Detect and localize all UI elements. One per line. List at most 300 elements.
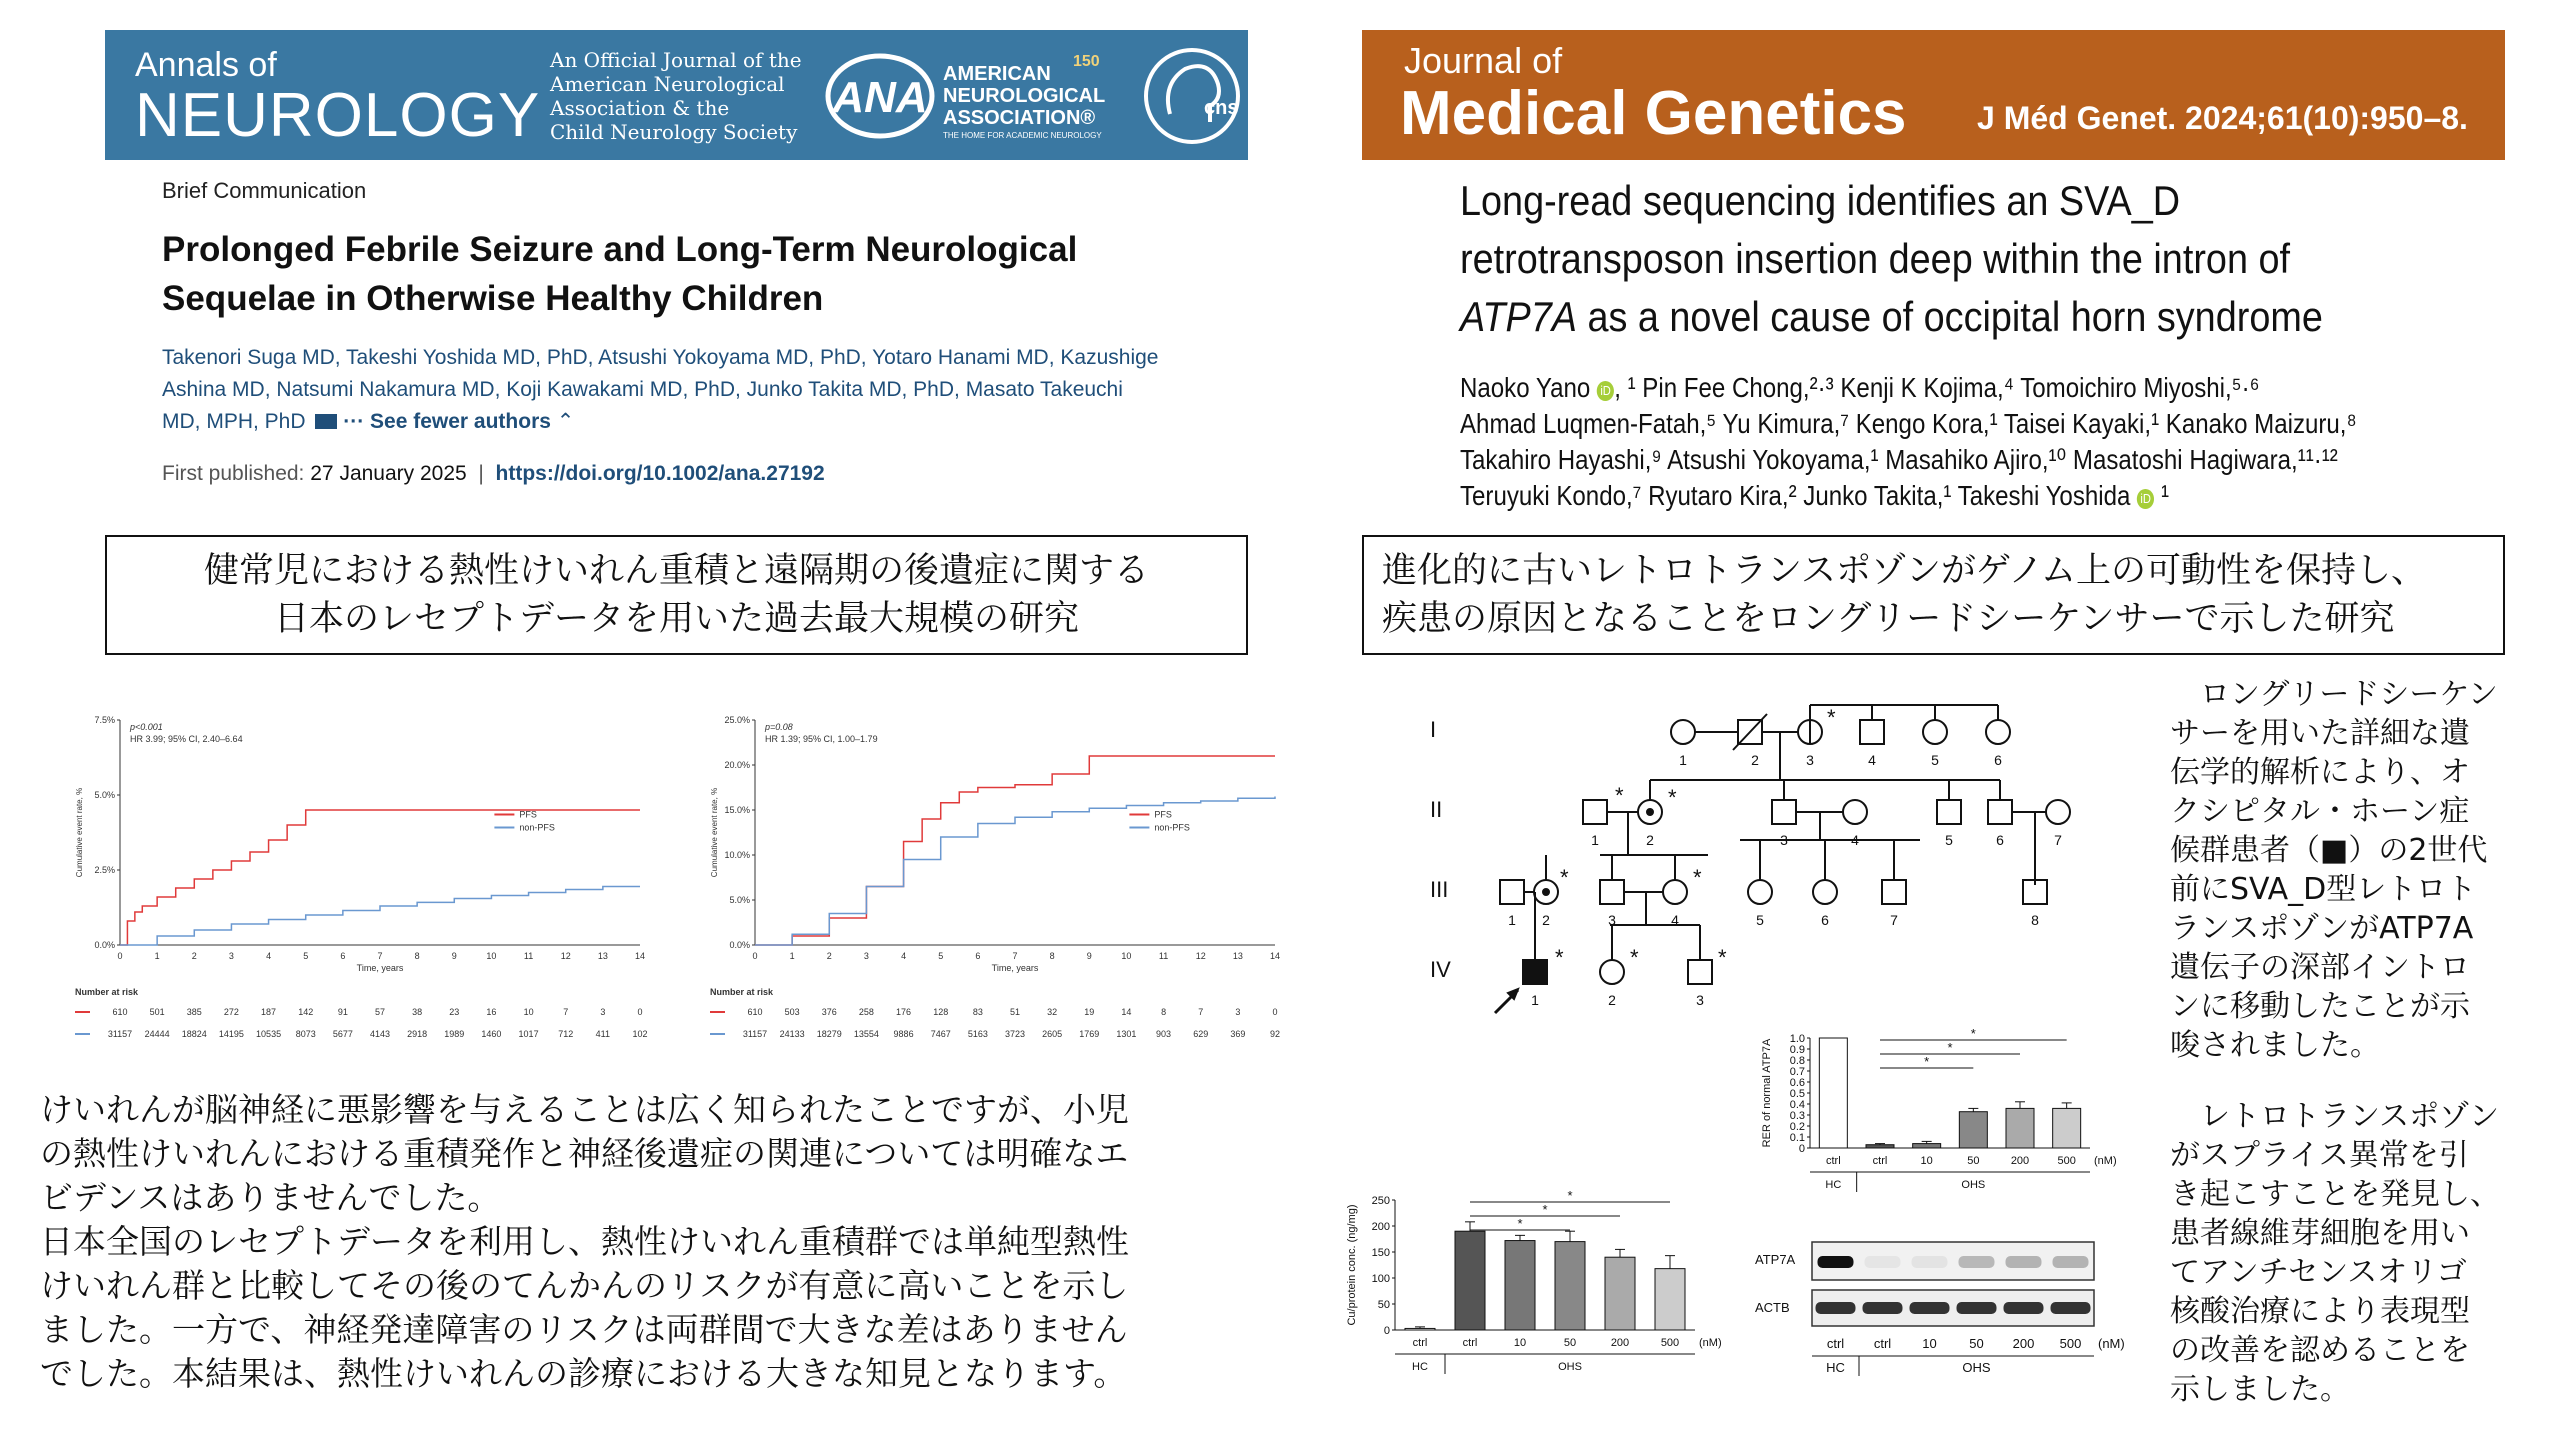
- risk-count: 8: [1161, 1007, 1167, 1017]
- significance-star: *: [1567, 1188, 1573, 1203]
- category-label: ctrl: [1826, 1336, 1845, 1351]
- risk-count: 51: [1009, 1007, 1021, 1017]
- pedigree-female: [1813, 880, 1837, 904]
- risk-count: 19: [1084, 1007, 1095, 1017]
- risk-count: 385: [186, 1007, 202, 1017]
- pedigree-star: *: [1827, 705, 1836, 730]
- risk-count: 629: [1193, 1029, 1209, 1039]
- km-series-line: [120, 887, 640, 946]
- side-paragraph-1: [2170, 675, 2522, 1065]
- x-tick-label: 8: [1049, 951, 1055, 961]
- risk-table-label: Number at risk: [75, 987, 139, 997]
- side-line: レトロトランスポゾン: [2200, 1099, 2500, 1134]
- generation-label: III: [1430, 877, 1449, 902]
- summary-line: 進化的に古いレトロトランスポゾンがゲノム上の可動性を保持し、: [1382, 551, 2427, 591]
- risk-count: 1301: [1116, 1029, 1137, 1039]
- pedigree-male: [1860, 720, 1884, 744]
- side-line: 核酸治療により表現型: [2170, 1294, 2470, 1329]
- y-tick-label: 0: [1383, 1325, 1390, 1337]
- x-tick-label: 7: [377, 951, 383, 961]
- legend-label: non-PFS: [519, 822, 555, 833]
- risk-count: 5163: [967, 1029, 988, 1039]
- category-label: 50: [1563, 1337, 1577, 1349]
- category-label: 10: [1920, 1155, 1933, 1167]
- risk-count: 0: [637, 1007, 643, 1017]
- title-line: Long-read sequencing identifies an SVA_D: [1460, 177, 2181, 224]
- side-line: ランスポゾンがATP7A: [2170, 911, 2474, 946]
- pedigree-star: *: [1630, 945, 1639, 970]
- blot-band-atp7a: [2053, 1256, 2089, 1268]
- official-line: Association & the: [550, 96, 730, 120]
- author-rest: Teruyuki Kondo,⁷ Ryutaro Kira,² Junko Takita,¹ Takeshi Yoshida: [1460, 480, 2131, 511]
- generation-label: IV: [1430, 957, 1451, 982]
- generation-label: I: [1430, 717, 1437, 742]
- y-tick-label: 0.5: [1789, 1088, 1805, 1100]
- summary-line: 健常児における熱性けいれん重積と遠隔期の後遺症に関する: [203, 551, 1149, 591]
- x-tick-label: 14: [1269, 951, 1281, 961]
- pedigree-number: 7: [1890, 912, 1898, 928]
- body-line: の熱性けいれんにおける重積発作と神経後遺症の関連については明確なエ: [40, 1134, 1129, 1173]
- risk-count: 32: [1047, 1007, 1058, 1017]
- x-tick-label: 2: [826, 951, 832, 961]
- x-tick-label: 8: [414, 951, 420, 961]
- bar: [2006, 1108, 2034, 1148]
- category-label: 50: [1969, 1336, 1984, 1351]
- pedigree-number: 2: [1751, 752, 1759, 768]
- pedigree-male: [1882, 880, 1906, 904]
- category-label: 500: [2057, 1155, 2076, 1167]
- category-label: 200: [2010, 1155, 2030, 1167]
- risk-count: 503: [784, 1007, 800, 1017]
- bar: [1959, 1112, 1987, 1148]
- risk-count: 272: [223, 1007, 239, 1017]
- risk-count: 712: [558, 1029, 574, 1039]
- y-tick-label: 0.3: [1789, 1110, 1805, 1122]
- category-label: 500: [2059, 1336, 2082, 1351]
- summary-line: 日本のレセプトデータを用いた過去最大規模の研究: [273, 599, 1079, 639]
- y-tick-label: 0.6: [1789, 1077, 1805, 1089]
- summary-line: 疾患の原因となることをロングリードシーケンサーで示した研究: [1382, 599, 2395, 639]
- pedigree-affected-male: [1523, 960, 1547, 984]
- title-tail: as a novel cause of occipital horn syndrome: [1576, 293, 2323, 340]
- official-line: American Neurological: [550, 72, 785, 96]
- bar: [1866, 1145, 1894, 1148]
- author-sup: ¹: [2154, 480, 2170, 511]
- ana-150-badge: 150: [1073, 53, 1100, 70]
- risk-count: 2918: [407, 1029, 428, 1039]
- significance-star: *: [1924, 1054, 1930, 1069]
- pedigree-female: [1663, 880, 1687, 904]
- jmg-side-text: [2170, 675, 2522, 1409]
- pedigree-star: *: [1560, 865, 1569, 890]
- blot-band-atp7a: [2006, 1256, 2042, 1268]
- y-tick-label: 0.7: [1789, 1066, 1805, 1078]
- x-tick-label: 6: [340, 951, 346, 961]
- bar: [1505, 1241, 1535, 1330]
- pedigree-diagram: [1400, 675, 2160, 1015]
- pedigree-star: *: [1693, 865, 1702, 890]
- category-label: 50: [1967, 1155, 1980, 1167]
- risk-count: 610: [112, 1007, 128, 1017]
- ana-logo-text: ANA: [832, 73, 928, 122]
- blot-band-atp7a: [1818, 1256, 1854, 1268]
- publication-info: [162, 462, 825, 486]
- x-tick-label: 9: [1086, 951, 1092, 961]
- body-line: でした。本結果は、熱性けいれんの診療における大きな知見となります。: [40, 1354, 1127, 1393]
- legend-label: PFS: [1154, 809, 1172, 820]
- x-tick-label: 5: [303, 951, 309, 961]
- x-tick-label: 11: [1158, 951, 1169, 961]
- bar: [1605, 1257, 1635, 1330]
- pedigree-number: 2: [1608, 992, 1616, 1008]
- group-label: HC: [1412, 1361, 1428, 1373]
- y-tick-label: 0: [1798, 1143, 1805, 1155]
- category-label: ctrl: [1873, 1336, 1892, 1351]
- jmg-journal-header: [1362, 30, 2505, 160]
- ana-tagline: THE HOME FOR ACADEMIC NEUROLOGY: [943, 131, 1102, 140]
- body-line: けいれんが脳神経に悪影響を与えることは広く知られたことですが、小児: [40, 1090, 1129, 1129]
- annals-official-text: [550, 48, 810, 144]
- y-tick-label: 200: [1371, 1221, 1390, 1233]
- x-tick-label: 4: [266, 951, 272, 961]
- km-chart-epilepsy: [60, 700, 660, 1060]
- gene-name: ATP7A: [1460, 293, 1577, 340]
- see-fewer-authors-link[interactable]: ··· See fewer authors: [343, 410, 551, 433]
- doi-link[interactable]: https://doi.org/10.1002/ana.27192: [495, 462, 825, 485]
- x-tick-label: 10: [1121, 951, 1132, 961]
- risk-count: 1017: [518, 1029, 539, 1039]
- category-label: 10: [1513, 1337, 1527, 1349]
- pedigree-star: *: [1555, 945, 1564, 970]
- blot-band-actb: [2051, 1302, 2091, 1314]
- km-series-line: [755, 756, 1275, 945]
- x-tick-label: 3: [863, 951, 869, 961]
- group-label: OHS: [1961, 1179, 1986, 1191]
- y-tick-label: 100: [1371, 1273, 1390, 1285]
- p-value-annotation: p<0.001: [130, 722, 163, 732]
- risk-count: 128: [933, 1007, 949, 1017]
- pedigree-number: 1: [1508, 912, 1516, 928]
- risk-count: 83: [972, 1007, 983, 1017]
- jmg-paper-title: [1460, 172, 2405, 346]
- y-tick-label: 25.0%: [724, 715, 750, 725]
- significance-star: *: [1970, 1026, 1976, 1041]
- pedigree-number: 3: [1806, 752, 1814, 768]
- y-tick-label: 0.8: [1789, 1055, 1805, 1067]
- pedigree-number: 6: [1994, 752, 2002, 768]
- jmg-citation: J Méd Genet. 2024;61(10):950–8.: [1977, 100, 2468, 136]
- orcid-icon[interactable]: iD: [1597, 381, 1614, 401]
- risk-count: 258: [858, 1007, 874, 1017]
- body-line: 日本全国のレセプトデータを利用し、熱性けいれん重積群では単純型熱性: [40, 1222, 1129, 1261]
- pedigree-number: 7: [2054, 832, 2062, 848]
- author-list: Takenori Suga MD, Takeshi Yoshida MD, PhD, Atsushi Yokoyama MD, PhD, Yotaro Hanami MD, Kazushige Ashina MD, Natsumi Nakamura MD, Koji Kawakami MD, PhD, Junko Takita MD, PhD, Masato Takeuchi MD, MPH, PhD: [162, 346, 1159, 433]
- y-tick-label: 0.0%: [94, 940, 115, 950]
- side-line: てアンチセンスオリゴ: [2170, 1255, 2467, 1290]
- y-tick-label: 5.0%: [729, 895, 750, 905]
- x-tick-label: 1: [789, 951, 795, 961]
- blot-label: ATP7A: [1755, 1252, 1796, 1267]
- y-tick-label: 5.0%: [94, 790, 115, 800]
- pedigree-number: 5: [1756, 912, 1764, 928]
- pedigree-number: 4: [1851, 832, 1859, 848]
- first-published-date: 27 January 2025: [310, 462, 467, 485]
- side-line: がスプライス異常を引: [2170, 1138, 2469, 1173]
- western-blot: [1745, 1230, 2165, 1410]
- y-tick-label: 0.0%: [729, 940, 750, 950]
- unit-label: (nM): [2094, 1155, 2117, 1167]
- pedigree-number: 1: [1679, 752, 1687, 768]
- pedigree-number: 1: [1591, 832, 1599, 848]
- y-axis-label: RER of normal ATP7A: [1761, 1038, 1773, 1148]
- side-line: 唆されました。: [2170, 1028, 2380, 1063]
- bar: [1405, 1328, 1435, 1330]
- side-line: き起こすことを発見し、: [2170, 1177, 2500, 1212]
- group-label: OHS: [1558, 1361, 1582, 1373]
- risk-count: 18279: [816, 1029, 842, 1039]
- x-tick-label: 5: [938, 951, 944, 961]
- category-label: 500: [1660, 1337, 1680, 1349]
- annals-title-big: NEUROLOGY: [135, 81, 541, 150]
- bar: [1555, 1242, 1585, 1330]
- x-tick-label: 13: [597, 951, 608, 961]
- pedigree-number: 3: [1780, 832, 1788, 848]
- x-tick-label: 6: [975, 951, 981, 961]
- y-axis-label: Cumulative event rate, %: [710, 787, 719, 878]
- pedigree-star: *: [1615, 783, 1624, 808]
- bar-chart-rer: [1745, 1020, 2165, 1220]
- annals-body-text: [40, 1088, 1300, 1396]
- side-paragraph-2: [2170, 1097, 2522, 1409]
- x-tick-label: 13: [1232, 951, 1243, 961]
- author-line: Ahmad Luqmen-Fatah,⁵ Yu Kimura,⁷ Kengo Kora,¹ Taisei Kayaki,¹ Kanako Maizuru,⁸: [1460, 408, 2357, 439]
- y-tick-label: 1.0: [1789, 1033, 1805, 1045]
- pedigree-male: [1988, 800, 2012, 824]
- risk-count: 10535: [256, 1029, 282, 1039]
- x-tick-label: 11: [523, 951, 534, 961]
- body-line: けいれん群と比較してその後のてんかんのリスクが有意に高いことを示し: [40, 1266, 1129, 1305]
- author-name: Naoko Yano: [1460, 372, 1591, 403]
- bar: [1913, 1144, 1941, 1148]
- risk-count: 411: [595, 1029, 611, 1039]
- bar: [1455, 1231, 1485, 1330]
- y-axis-label: Cumulative event rate, %: [75, 787, 84, 878]
- risk-count: 5677: [332, 1029, 353, 1039]
- pedigree-number: 4: [1868, 752, 1876, 768]
- ana-line: AMERICAN: [943, 63, 1051, 85]
- risk-count: 2605: [1042, 1029, 1063, 1039]
- x-tick-label: 9: [451, 951, 457, 961]
- risk-count: 14195: [218, 1029, 244, 1039]
- pedigree-male: [1772, 800, 1796, 824]
- side-line: 伝学的解析により、オ: [2170, 755, 2470, 790]
- risk-count: 18824: [181, 1029, 207, 1039]
- group-label: HC: [1825, 1179, 1842, 1191]
- category-label: ctrl: [1462, 1337, 1478, 1349]
- km-series-line: [755, 797, 1275, 946]
- side-line: サーを用いた詳細な遺: [2170, 716, 2470, 751]
- km-series-line: [120, 810, 640, 945]
- pedigree-number: 3: [1696, 992, 1704, 1008]
- km-chart-neurodevelopmental: [695, 700, 1295, 1060]
- annals-title-small: Annals of: [135, 46, 277, 84]
- risk-count: 903: [1156, 1029, 1172, 1039]
- pedigree-female: [1671, 720, 1695, 744]
- separator: |: [478, 462, 484, 485]
- risk-count: 9886: [893, 1029, 914, 1039]
- y-tick-label: 150: [1371, 1247, 1390, 1259]
- pedigree-star: *: [1718, 945, 1727, 970]
- significance-star: *: [1517, 1216, 1523, 1231]
- x-tick-label: 3: [228, 951, 234, 961]
- pedigree-number: 6: [1821, 912, 1829, 928]
- y-tick-label: 0.2: [1789, 1121, 1805, 1133]
- blot-band-actb: [2004, 1302, 2044, 1314]
- category-label: 200: [1610, 1337, 1630, 1349]
- unit-label: (nM): [2098, 1336, 2125, 1351]
- side-line: の改善を認めることを: [2170, 1333, 2470, 1368]
- chevron-up-icon[interactable]: ⌃: [556, 410, 575, 433]
- author-rest: , ¹ Pin Fee Chong,²·³ Kenji K Kojima,⁴ Tomoichiro Miyoshi,⁵·⁶: [1614, 372, 2260, 403]
- risk-count: 187: [261, 1007, 277, 1017]
- title-line: [1460, 288, 2405, 346]
- author-line: [1460, 478, 2423, 514]
- annals-journal-header: [105, 30, 1248, 160]
- unit-label: (nM): [1699, 1337, 1722, 1349]
- significance-star: *: [1542, 1202, 1548, 1217]
- title-line: retrotransposon insertion deep within the intron of: [1460, 235, 2290, 282]
- x-tick-label: 7: [1012, 951, 1018, 961]
- x-axis-label: Time, years: [991, 963, 1039, 973]
- risk-count: 10: [523, 1007, 534, 1017]
- y-tick-label: 0.9: [1789, 1044, 1805, 1056]
- risk-count: 176: [896, 1007, 912, 1017]
- pedigree-number: 4: [1671, 912, 1679, 928]
- ana-line: NEUROLOGICAL: [943, 85, 1106, 107]
- bar: [2053, 1108, 2081, 1148]
- y-tick-label: 7.5%: [94, 715, 115, 725]
- first-published-label: First published:: [162, 462, 305, 485]
- x-tick-label: 12: [560, 951, 571, 961]
- risk-count: 7467: [930, 1029, 951, 1039]
- risk-table-label: Number at risk: [710, 987, 774, 997]
- official-line: An Official Journal of the: [550, 48, 802, 72]
- risk-count: 31157: [742, 1029, 768, 1039]
- group-label: HC: [1826, 1360, 1845, 1375]
- risk-count: 14: [1121, 1007, 1132, 1017]
- mail-icon[interactable]: [315, 414, 337, 429]
- risk-count: 91: [337, 1007, 348, 1017]
- risk-count: 4143: [369, 1029, 391, 1039]
- pedigree-female: [1843, 800, 1867, 824]
- side-line: 示しました。: [2170, 1372, 2350, 1407]
- cns-text: cns: [1204, 97, 1239, 119]
- pedigree-male: [1583, 800, 1607, 824]
- y-tick-label: 2.5%: [94, 865, 115, 875]
- hr-annotation: HR 1.39; 95% CI, 1.00–1.79: [765, 734, 878, 744]
- annals-paper-title: Prolonged Febrile Seizure and Long-Term Neurological Sequelae in Otherwise Healthy Children: [162, 230, 1078, 318]
- risk-count: 23: [449, 1007, 460, 1017]
- category-label: 10: [1922, 1336, 1937, 1351]
- category-label: ctrl: [1825, 1155, 1841, 1167]
- risk-count: 1460: [481, 1029, 502, 1039]
- side-line: ンに移動したことが示: [2170, 989, 2470, 1024]
- side-line: 前にSVA_D型レトロト: [2170, 872, 2477, 907]
- side-line: クシピタル・ホーン症: [2170, 794, 2470, 829]
- generation-label: II: [1430, 797, 1443, 822]
- risk-count: 24133: [779, 1029, 805, 1039]
- y-tick-label: 0.1: [1789, 1132, 1805, 1144]
- orcid-icon[interactable]: iD: [2137, 489, 2154, 509]
- x-tick-label: 12: [1195, 951, 1206, 961]
- risk-count: 24444: [144, 1029, 170, 1039]
- pedigree-number: 5: [1931, 752, 1939, 768]
- article-type: Brief Communication: [162, 178, 367, 203]
- annals-summary-box: [105, 535, 1248, 655]
- risk-count: 7: [1198, 1007, 1204, 1017]
- y-tick-label: 50: [1377, 1299, 1390, 1311]
- pedigree-female: [1600, 960, 1624, 984]
- risk-count: 142: [298, 1007, 314, 1017]
- x-tick-label: 14: [634, 951, 646, 961]
- bar-chart-copper: [1340, 1140, 1740, 1410]
- cns-logo: [1140, 44, 1240, 148]
- risk-count: 8073: [295, 1029, 316, 1039]
- pedigree-male: [1500, 880, 1524, 904]
- pedigree-female: [1986, 720, 2010, 744]
- pedigree-male: [1937, 800, 1961, 824]
- y-tick-label: 20.0%: [724, 760, 750, 770]
- ana-line: ASSOCIATION®: [943, 107, 1096, 129]
- blot-band-atp7a: [1865, 1256, 1901, 1268]
- blot-band-actb: [1910, 1302, 1950, 1314]
- risk-count: 3723: [1004, 1029, 1026, 1039]
- pedigree-male: [1688, 960, 1712, 984]
- pedigree-number: 6: [1996, 832, 2004, 848]
- jmg-authors: [1460, 370, 2423, 514]
- y-tick-label: 10.0%: [724, 850, 750, 860]
- blot-band-actb: [1957, 1302, 1997, 1314]
- jmg-summary-box: [1362, 535, 2505, 655]
- y-tick-label: 0.4: [1789, 1099, 1805, 1111]
- side-line: ロングリードシーケン: [2200, 677, 2498, 712]
- risk-count: 376: [821, 1007, 837, 1017]
- hr-annotation: HR 3.99; 95% CI, 2.40–6.64: [130, 734, 243, 744]
- side-line: 候群患者（■）の2世代: [2170, 833, 2488, 868]
- side-line: 遺伝子の深部イントロ: [2170, 950, 2470, 985]
- risk-count: 92: [1269, 1029, 1281, 1039]
- x-axis-label: Time, years: [356, 963, 404, 973]
- pedigree-number: 2: [1542, 912, 1550, 928]
- legend-label: PFS: [519, 809, 537, 820]
- p-value-annotation: p=0.08: [765, 722, 793, 732]
- x-tick-label: 1: [154, 951, 160, 961]
- blot-panel-atp7a: [1812, 1242, 2094, 1280]
- body-line: ました。一方で、神経発達障害のリスクは両群間で大きな差はありません: [40, 1310, 1128, 1349]
- blot-band-atp7a: [1959, 1256, 1995, 1268]
- risk-count: 38: [412, 1007, 423, 1017]
- x-tick-label: 4: [901, 951, 907, 961]
- pedigree-number: 1: [1531, 992, 1539, 1008]
- jmg-journal-of: Journal of: [1404, 40, 1563, 81]
- pedigree-number: 3: [1608, 912, 1616, 928]
- risk-count: 610: [747, 1007, 763, 1017]
- significance-star: *: [1947, 1040, 1953, 1055]
- risk-count: 31157: [107, 1029, 133, 1039]
- y-tick-label: 15.0%: [724, 805, 750, 815]
- risk-count: 3: [1235, 1007, 1241, 1017]
- risk-count: 7: [563, 1007, 569, 1017]
